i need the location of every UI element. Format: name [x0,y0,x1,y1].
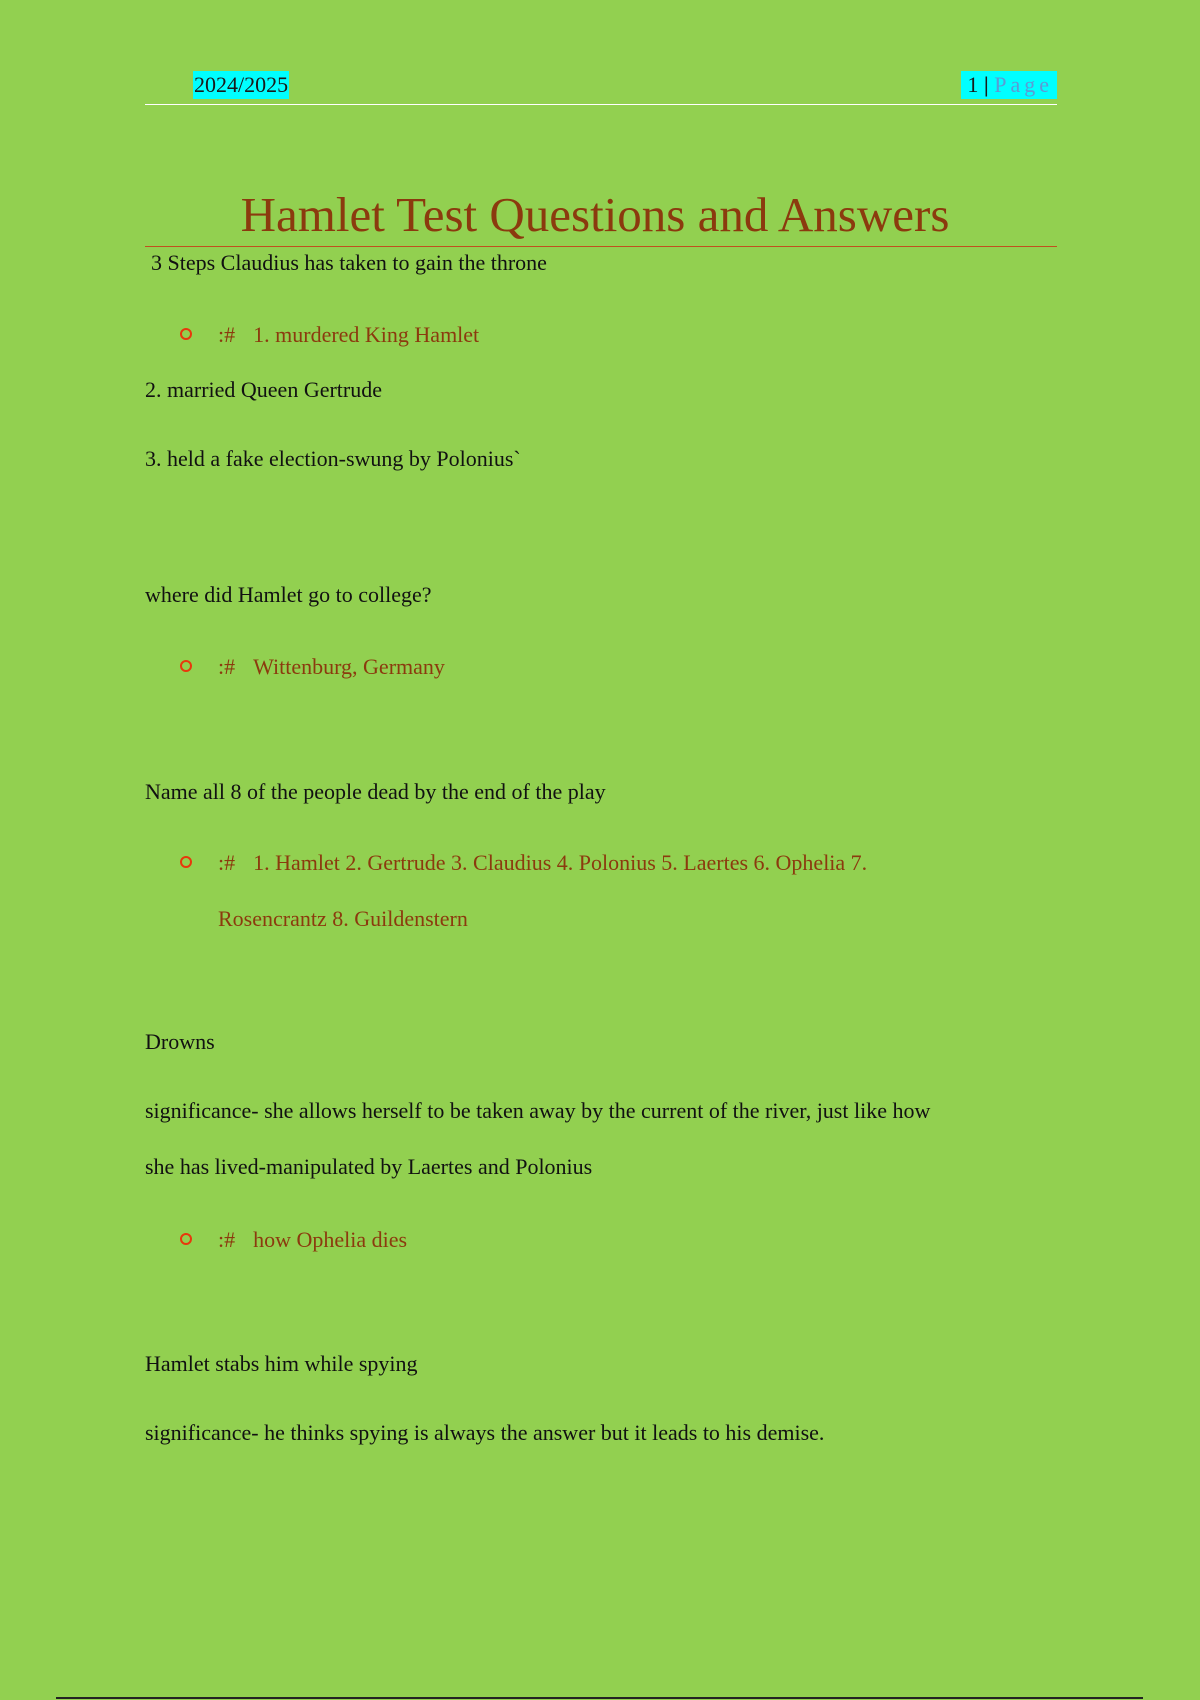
body-text: Drowns [145,1029,215,1054]
answer-text: how Ophelia dies [253,1227,408,1252]
page-header [145,68,1057,105]
circle-bullet-icon [180,856,192,868]
body-text: 2. married Queen Gertrude [145,377,383,402]
answer-marker: :# [218,322,236,347]
answer-item [180,848,867,878]
answer-marker: :# [218,1227,236,1252]
header-page-number [961,71,1057,99]
body-text: Hamlet stabs him while spying [145,1351,418,1376]
title-text: Hamlet Test Questions and Answers [240,187,950,242]
circle-bullet-icon [180,660,192,672]
document-title [145,184,1057,247]
footer-rule [56,1697,1143,1699]
page-word: Page [994,72,1053,97]
header-year: 2024/2025 [194,72,289,97]
answer-item [180,1225,407,1255]
body-text: 3. held a fake election-swung by Polonius` [145,446,521,471]
answer-text: Wittenburg, Germany [253,654,445,679]
answer-item [180,320,479,350]
answer-text: 1. Hamlet 2. Gertrude 3. Claudius 4. Polonius 5. Laertes 6. Ophelia 7. [253,850,868,875]
answer-marker: :# [218,850,236,875]
page-number: 1 [967,72,979,97]
answer-item [180,652,445,682]
question-text: where did Hamlet go to college? [145,582,432,607]
page-separator: | [983,72,989,97]
answer-text-continued: Rosencrantz 8. Guildenstern [218,906,468,931]
circle-bullet-icon [180,1233,192,1245]
body-text: she has lived-manipulated by Laertes and Polonius [145,1154,593,1179]
answer-marker: :# [218,654,236,679]
answer-text: 1. murdered King Hamlet [253,322,480,347]
body-text: significance- he thinks spying is always the answer but it leads to his demise. [145,1420,825,1445]
question-text: 3 Steps Claudius has taken to gain the throne [151,250,547,275]
circle-bullet-icon [180,328,192,340]
question-text: Name all 8 of the people dead by the end of the play [145,779,606,804]
body-text: significance- she allows herself to be taken away by the current of the river, just like how [145,1098,931,1123]
